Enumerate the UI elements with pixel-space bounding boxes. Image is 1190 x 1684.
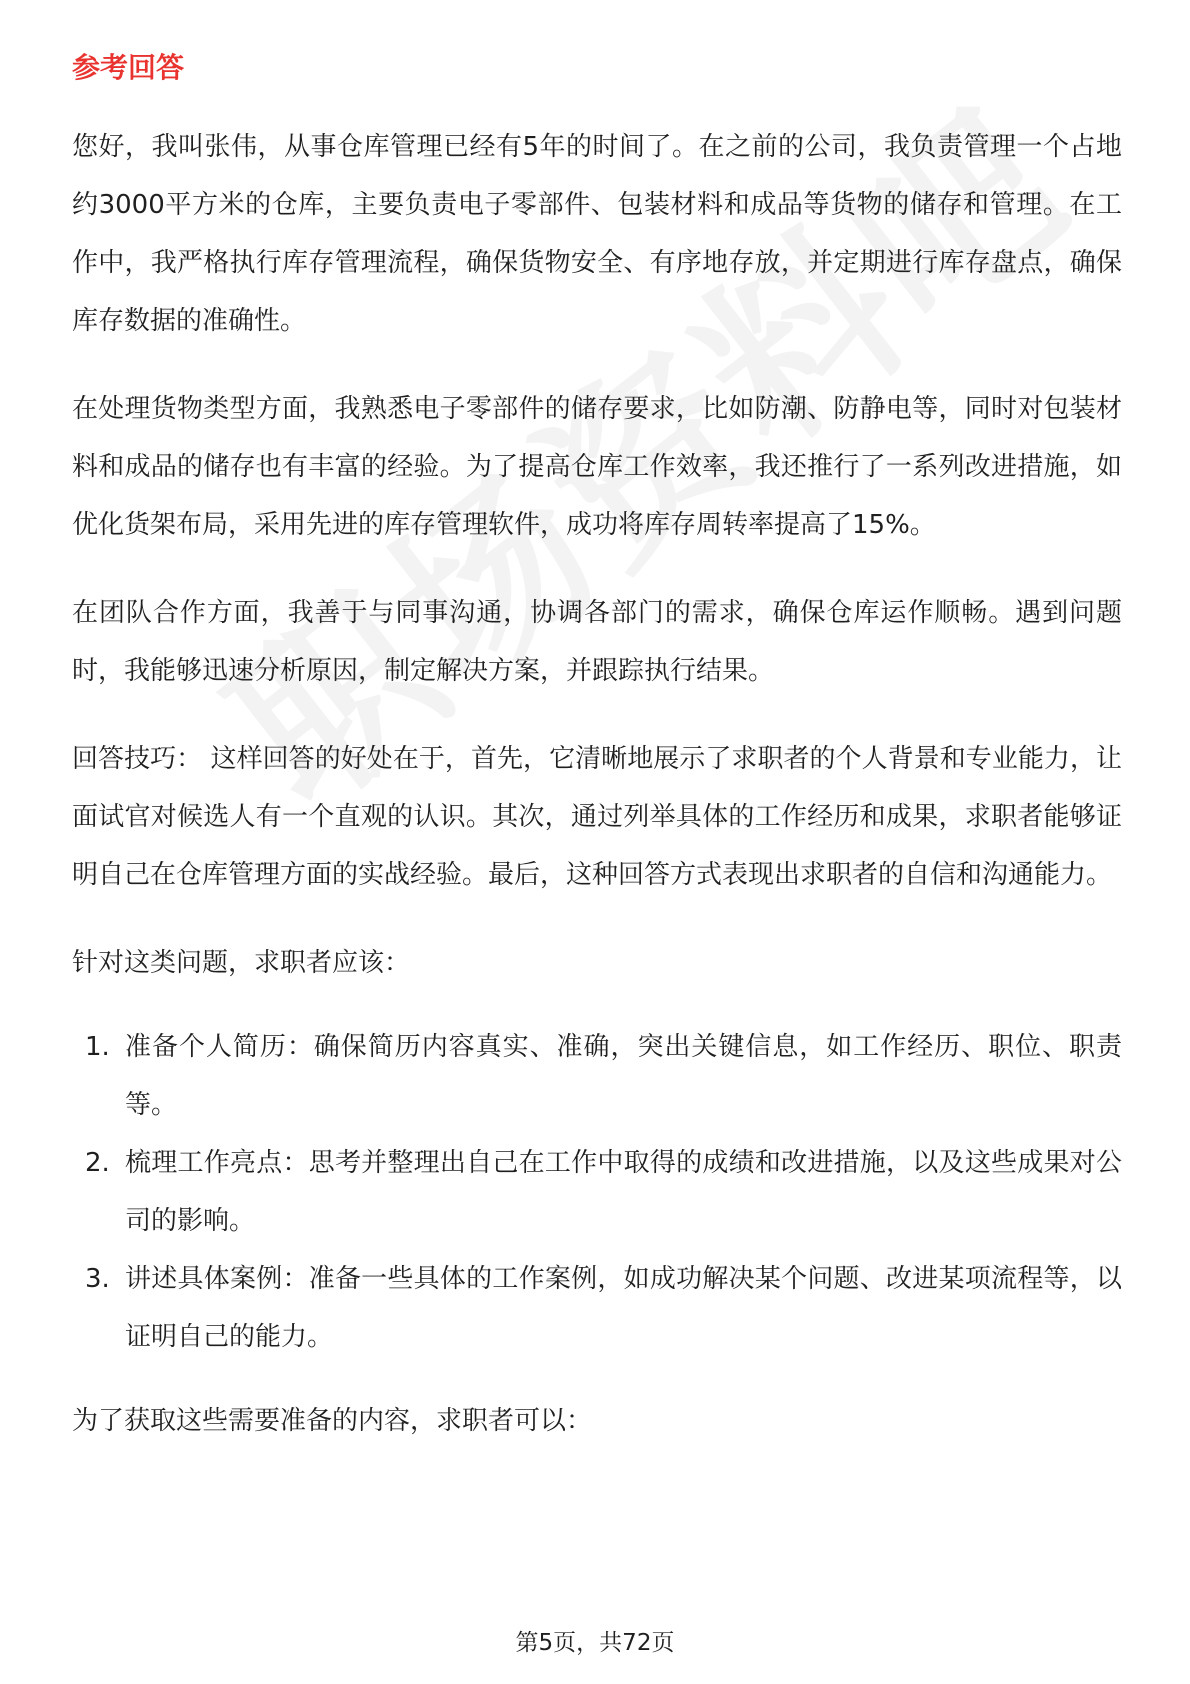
list-item [72, 1018, 1122, 1134]
list-item [72, 1134, 1122, 1250]
page-number: 第5页，共72页 [515, 1630, 675, 1656]
closing-paragraph: 为了获取这些需要准备的内容，求职者可以： [72, 1406, 593, 1436]
advice-list [72, 1018, 1122, 1366]
list-item-number: 1. [85, 1032, 110, 1062]
advice-intro: 针对这类问题，求职者应该： [72, 948, 411, 978]
list-item-text: 准备个人简历：确保简历内容真实、准确，突出关键信息，如工作经历、职位、职责等。 [125, 1032, 1122, 1120]
list-item-text: 梳理工作亮点：思考并整理出自己在工作中取得的成绩和改进措施，以及这些成果对公司的影响。 [125, 1148, 1122, 1236]
list-item-number: 3. [85, 1264, 110, 1294]
answer-paragraph-3: 在团队合作方面，我善于与同事沟通，协调各部门的需求，确保仓库运作顺畅。遇到问题时，我能够迅速分析原因，制定解决方案，并跟踪执行结果。 [72, 598, 1122, 686]
list-item-text: 讲述具体案例：准备一些具体的工作案例，如成功解决某个问题、改进某项流程等，以证明自己的能力。 [125, 1264, 1122, 1352]
document-page [72, 48, 1122, 1480]
answer-paragraph-2: 在处理货物类型方面，我熟悉电子零部件的储存要求，比如防潮、防静电等，同时对包装材料和成品的储存也有丰富的经验。为了提高仓库工作效率，我还推行了一系列改进措施，如优化货架布局，采用先进的库存管理软件，成功将库存周转率提高了15%。 [72, 394, 1122, 540]
section-heading: 参考回答 [72, 51, 185, 84]
answer-paragraph-1: 您好，我叫张伟，从事仓库管理已经有5年的时间了。在之前的公司，我负责管理一个占地约3000平方米的仓库，主要负责电子零部件、包装材料和成品等货物的储存和管理。在工作中，我严格执行库存管理流程，确保货物安全、有序地存放，并定期进行库存盘点，确保库存数据的准确性。 [72, 132, 1122, 336]
tips-paragraph: 回答技巧： 这样回答的好处在于，首先，它清晰地展示了求职者的个人背景和专业能力，让面试官对候选人有一个直观的认识。其次，通过列举具体的工作经历和成果，求职者能够证明自己在仓库管理方面的实战经验。最后，这种回答方式表现出求职者的自信和沟通能力。 [72, 744, 1122, 890]
list-item [72, 1250, 1122, 1366]
list-item-number: 2. [85, 1148, 110, 1178]
